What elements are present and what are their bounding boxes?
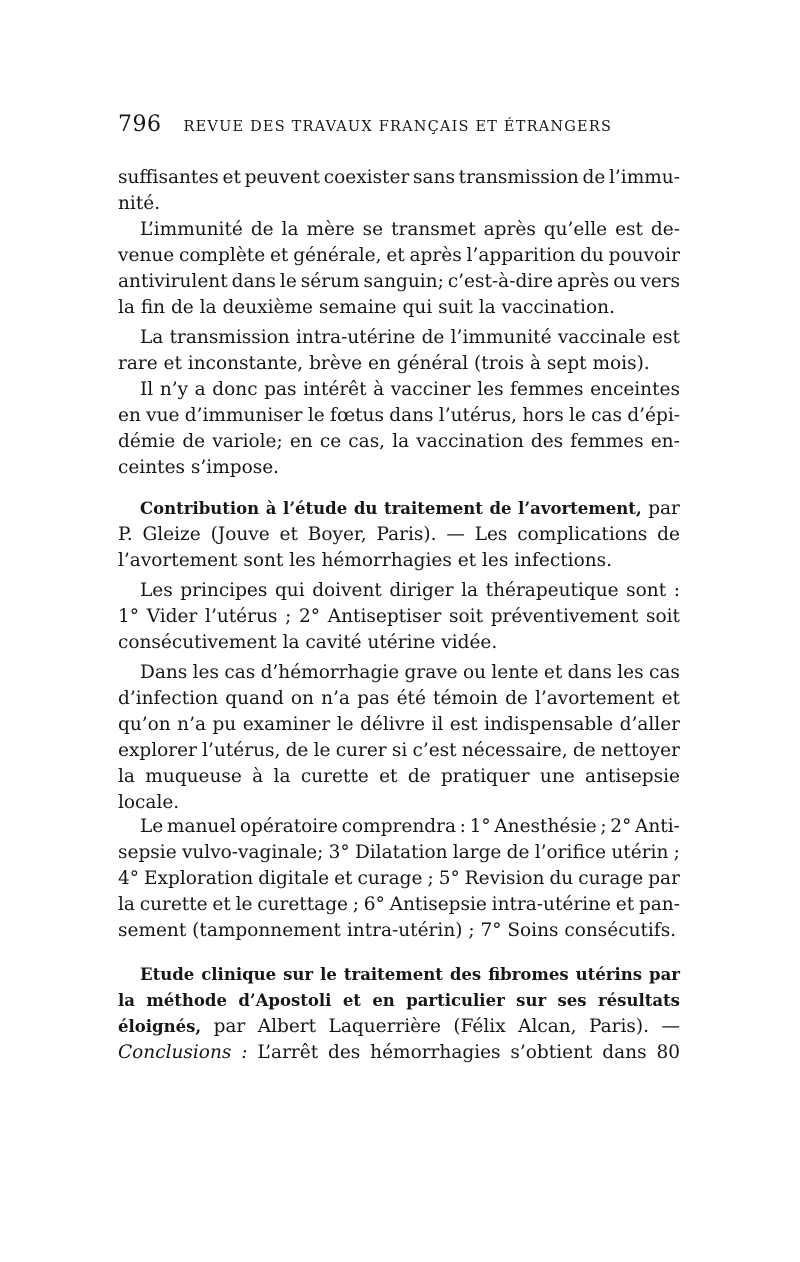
text-word: curer [335, 740, 387, 761]
text-word: d’Apostoli [238, 991, 332, 1010]
text-word: le [336, 714, 354, 735]
text-word: une [539, 766, 575, 787]
text-run: l’avortement sont les hémorrhagies et les infections. [118, 550, 612, 571]
text-word: sérum [300, 271, 360, 292]
text-word: de- [650, 219, 680, 240]
text-line [118, 455, 680, 481]
text-word: curettage [257, 894, 348, 915]
text-line [118, 1040, 680, 1066]
text-word: des [530, 431, 564, 452]
text-word: clinique [201, 965, 277, 984]
text-word: ; [352, 894, 360, 915]
text-word: à [373, 379, 385, 400]
text-word: et [615, 894, 635, 915]
text-line [118, 604, 680, 630]
text-word: résultats [597, 991, 680, 1010]
text-word: témoin [433, 688, 498, 709]
text-word: traitement [383, 499, 483, 518]
text-run: éloignés, [118, 1017, 202, 1036]
text-word: l’utérus, [438, 405, 518, 426]
text-word: par [649, 965, 680, 984]
text-word: et [269, 245, 289, 266]
text-word: de [489, 499, 512, 518]
text-word: (Jouve [210, 524, 270, 545]
text-run: nité. [118, 193, 161, 214]
text-run: par [648, 498, 680, 519]
text-word: transmission [169, 327, 290, 348]
text-word: de [582, 167, 606, 188]
text-run: la fin de la deuxième semaine qui suit la vaccination. [118, 297, 615, 318]
text-word: hors [522, 405, 564, 426]
text-word: — [446, 524, 465, 545]
text-word: Antiseptiser [327, 606, 442, 627]
text-word: les [617, 662, 644, 683]
text-word: fœtus [329, 405, 384, 426]
text-word: quand [225, 688, 284, 709]
text-line [118, 548, 680, 574]
text-line [118, 269, 680, 295]
text-word: d’hémorrhagie [260, 662, 400, 683]
text-word: hémorrhagies [370, 1042, 501, 1063]
text-word: sanguin; [363, 271, 444, 292]
text-word: Paris). [589, 1016, 650, 1037]
text-word: qu’on [118, 714, 171, 735]
text-word: pu [212, 714, 237, 735]
text-word: Il [140, 379, 154, 400]
text-word: traitement [343, 965, 443, 984]
text-word: comprendra [341, 816, 456, 837]
text-line [140, 325, 680, 351]
text-word: l’avortement [534, 688, 655, 709]
text-word: sepsie [118, 842, 177, 863]
text-word: Alcan, [518, 1016, 577, 1037]
text-word: par [213, 1016, 246, 1037]
text-word: thérapeutique [485, 580, 619, 601]
text-word: vaccinale [557, 327, 646, 348]
text-word: diriger [389, 580, 454, 601]
text-word: donc [212, 379, 258, 400]
text-word: de [407, 766, 431, 787]
text-word: du [580, 245, 604, 266]
text-word: Anti- [635, 816, 680, 837]
text-word: Les [140, 580, 173, 601]
text-word: 5° [438, 868, 460, 889]
text-word: de [506, 842, 530, 863]
text-word: Gleize [142, 524, 201, 545]
text-word: cas [224, 662, 256, 683]
text-word: le [235, 894, 253, 915]
text-word: du [353, 499, 378, 518]
text-word: d’épi- [627, 405, 680, 426]
text-word: Le [140, 816, 164, 837]
text-word: est [615, 219, 643, 240]
text-word: de [572, 740, 596, 761]
text-word: mère [306, 219, 355, 240]
text-line [118, 892, 680, 918]
text-word: vers [640, 271, 680, 292]
text-word: n’y [159, 379, 189, 400]
text-word: l’immunité [450, 327, 552, 348]
text-word: complications [517, 524, 648, 545]
text-word: d’aller [619, 714, 680, 735]
text-word: 3° [328, 842, 350, 863]
text-word: La [140, 327, 164, 348]
text-word: la [273, 766, 291, 787]
text-word: Etude [140, 965, 195, 984]
text-run: locale. [118, 792, 180, 813]
text-word: est [652, 327, 680, 348]
text-line [118, 866, 680, 892]
text-word: opératoire [239, 816, 338, 837]
text-word: vacciner [390, 379, 471, 400]
text-word: 1° [118, 606, 140, 627]
text-word: l’apparition [466, 245, 576, 266]
text-word: en [372, 991, 395, 1010]
text-word: la [118, 991, 135, 1010]
text-word: générale, [293, 245, 382, 266]
text-word: (Félix [453, 1016, 506, 1037]
text-word: nécessaire, [461, 740, 568, 761]
text-word: antivirulent [118, 271, 228, 292]
text-word: sur [516, 991, 547, 1010]
text-word: curette [300, 766, 369, 787]
text-word: d’immuniser [184, 405, 303, 426]
text-word: transmission [458, 167, 579, 188]
text-word: antisepsie [585, 766, 680, 787]
text-word: l’orifice [534, 842, 607, 863]
text-word: Les [474, 524, 508, 545]
text-word: ce [319, 431, 342, 452]
text-word: lente [491, 662, 539, 683]
text-word: particulier [406, 991, 505, 1010]
text-word: Anesthésie [494, 816, 597, 837]
text-word: nettoyer [600, 740, 680, 761]
text-word: à [265, 499, 277, 518]
text-word: c’est [412, 740, 457, 761]
text-word: Conclusions [118, 1042, 232, 1063]
text-word: des [449, 965, 482, 984]
text-line [118, 165, 680, 191]
text-line [118, 630, 680, 656]
text-line [118, 738, 680, 764]
text-line [118, 522, 680, 548]
text-line [118, 243, 680, 269]
text-word: intra-utérine [491, 894, 611, 915]
text-word: explorer [118, 740, 197, 761]
text-word: de [505, 688, 528, 709]
text-word: le [568, 405, 586, 426]
text-word: démie [118, 431, 176, 452]
text-word: dans [567, 662, 612, 683]
text-word: le [279, 271, 297, 292]
text-word: et [212, 894, 231, 915]
text-word: du [549, 868, 574, 889]
text-word: Contribution [140, 499, 260, 518]
text-line [140, 496, 680, 522]
text-word: examiner [242, 714, 331, 735]
text-word: femmes [570, 431, 644, 452]
text-word: l’utérus [205, 606, 278, 627]
text-word: l’immu- [608, 167, 680, 188]
text-word: est [449, 714, 478, 735]
text-word: sont [626, 580, 667, 601]
text-word: soit [645, 606, 680, 627]
text-word: Exploration [144, 868, 254, 889]
text-word: la [118, 894, 135, 915]
text-word: des [328, 1042, 361, 1063]
text-word: n’a [321, 688, 350, 709]
text-line [140, 660, 680, 686]
text-word: ou [462, 662, 487, 683]
text-word: Boyer, [307, 524, 367, 545]
text-word: de [657, 524, 680, 545]
text-word: vue [146, 405, 180, 426]
text-word: Revision [464, 868, 545, 889]
text-word: large [452, 842, 502, 863]
text-word: les [192, 662, 219, 683]
text-word: et [543, 662, 563, 683]
text-word: L’arrêt [257, 1042, 319, 1063]
text-word: doivent [312, 580, 382, 601]
text-word: délivre [360, 714, 425, 735]
text-word: le [320, 965, 337, 984]
text-word: 2° [610, 816, 632, 837]
text-word: Vider [146, 606, 198, 627]
text-line [140, 962, 680, 988]
text-word: variole; [212, 431, 283, 452]
text-word: : [241, 1042, 248, 1063]
text-word: Paris). [376, 524, 437, 545]
text-word: pas [264, 379, 297, 400]
text-word: ; [600, 816, 607, 837]
text-line [118, 712, 680, 738]
text-word: utérin [611, 842, 669, 863]
text-word: sans [413, 167, 455, 188]
text-word: pouvoir [608, 245, 680, 266]
text-word: et [386, 245, 405, 266]
text-word: Laquerrière [328, 1016, 441, 1037]
text-word: le [313, 740, 331, 761]
text-word: on [290, 688, 314, 709]
text-word: en- [650, 431, 680, 452]
text-word: Albert [257, 1016, 317, 1037]
text-word: Antisepsie [389, 894, 487, 915]
text-line [118, 764, 680, 790]
text-word: Dilatation [354, 842, 448, 863]
text-line [118, 988, 680, 1014]
text-word: muqueuse [145, 766, 242, 787]
text-word: venue [118, 245, 175, 266]
text-word: la [118, 766, 135, 787]
text-word: d’infection [118, 688, 219, 709]
text-word: la [281, 219, 299, 240]
text-word: de [421, 327, 445, 348]
text-word: après [483, 219, 536, 240]
text-word: indispensable [484, 714, 614, 735]
text-word: 4° [118, 868, 140, 889]
text-word: dans [602, 1042, 647, 1063]
text-line [140, 578, 680, 604]
text-word: été [396, 688, 426, 709]
text-word: ou [613, 271, 637, 292]
text-line [140, 377, 680, 403]
text-word: de [250, 219, 274, 240]
text-word: la [461, 580, 479, 601]
text-word: qu’elle [543, 219, 608, 240]
text-word: vulvo-vaginale; [181, 842, 324, 863]
text-line [118, 840, 680, 866]
text-word: et [279, 524, 298, 545]
text-word: le [307, 405, 325, 426]
text-word: et [661, 688, 680, 709]
text-word: : [459, 816, 466, 837]
text-word: et [342, 991, 361, 1010]
text-run: rare et inconstante, brève en général (trois à sept mois). [118, 353, 650, 374]
text-word: cas, [348, 431, 386, 452]
text-word: curette [139, 894, 208, 915]
text-word: s’obtient [510, 1042, 593, 1063]
text-word: curage [357, 868, 423, 889]
text-word: 2° [299, 606, 321, 627]
text-word: transmet [391, 219, 476, 240]
text-word: cas [591, 405, 623, 426]
text-run: consécutivement la cavité utérine vidée. [118, 632, 498, 653]
text-word: les [477, 379, 504, 400]
text-word: pratiquer [440, 766, 530, 787]
text-word: si [391, 740, 408, 761]
text-word: sur [283, 965, 314, 984]
text-word: c’est-à-dire [447, 271, 554, 292]
text-line [118, 295, 680, 321]
text-word: curage [578, 868, 644, 889]
text-word: après [409, 245, 462, 266]
text-word: 1° [469, 816, 491, 837]
text-run: ceintes s’impose. [118, 457, 280, 478]
text-word: P. [118, 524, 133, 545]
text-word: : [673, 580, 680, 601]
text-word: à [252, 766, 264, 787]
text-word: coexister [323, 167, 410, 188]
running-head: REVUE DES TRAVAUX FRANÇAIS ET ÉTRANGERS [183, 119, 613, 135]
text-line [118, 429, 680, 455]
text-word: en [118, 405, 141, 426]
text-word: a [194, 379, 206, 400]
text-word: digitale [258, 868, 330, 889]
text-word: manuel [166, 816, 237, 837]
text-line [118, 191, 680, 217]
text-word: L’immunité [140, 219, 243, 240]
text-word: ; [673, 842, 680, 863]
text-line [118, 918, 680, 944]
text-word: il [431, 714, 444, 735]
text-word: préventivement [490, 606, 639, 627]
text-word: et [334, 868, 353, 889]
text-word: par [648, 868, 680, 889]
text-word: pan- [638, 894, 680, 915]
text-word: dans [389, 405, 434, 426]
text-word: dans [231, 271, 276, 292]
text-word: enceintes [590, 379, 680, 400]
text-word: peuvent [244, 167, 321, 188]
text-word: femmes [510, 379, 584, 400]
text-word: intra-utérine [296, 327, 416, 348]
text-word: pas [357, 688, 390, 709]
text-word: en [289, 431, 313, 452]
text-line [140, 814, 680, 840]
text-line [118, 403, 680, 429]
text-word: complète [179, 245, 266, 266]
text-line [118, 790, 680, 816]
text-word: l’étude [283, 499, 348, 518]
text-word: après [557, 271, 610, 292]
text-word: Dans [140, 662, 188, 683]
text-word: se [362, 219, 384, 240]
text-word: fibromes [488, 965, 569, 984]
text-word: — [661, 1016, 680, 1037]
text-word: la [392, 431, 410, 452]
text-word: l’avortement, [518, 499, 642, 518]
page-number: 796 [118, 112, 162, 137]
text-word: utérins [575, 965, 643, 984]
text-word: cas [648, 662, 680, 683]
text-word: ; [285, 606, 292, 627]
text-word: et [222, 167, 241, 188]
text-word: vaccination [416, 431, 524, 452]
text-word: n’a [177, 714, 206, 735]
text-run: sement (tamponnement intra-utérin) ; 7° Soins consécutifs. [118, 920, 677, 941]
text-word: qui [274, 580, 305, 601]
text-word: 6° [363, 894, 385, 915]
text-word: soit [449, 606, 484, 627]
text-word: l’utérus, [202, 740, 281, 761]
text-word: ses [557, 991, 587, 1010]
text-word: 80 [656, 1042, 680, 1063]
text-word: intérêt [303, 379, 367, 400]
text-line [118, 1014, 680, 1040]
text-word: principes [180, 580, 268, 601]
text-line [118, 351, 680, 377]
page-header [118, 112, 682, 142]
text-word: et [379, 766, 398, 787]
text-word: de [182, 431, 206, 452]
text-word: ; [427, 868, 434, 889]
text-line [140, 217, 680, 243]
text-word: de [285, 740, 309, 761]
text-word: méthode [146, 991, 227, 1010]
text-word: suffisantes [118, 167, 219, 188]
text-line [118, 686, 680, 712]
text-word: grave [404, 662, 458, 683]
